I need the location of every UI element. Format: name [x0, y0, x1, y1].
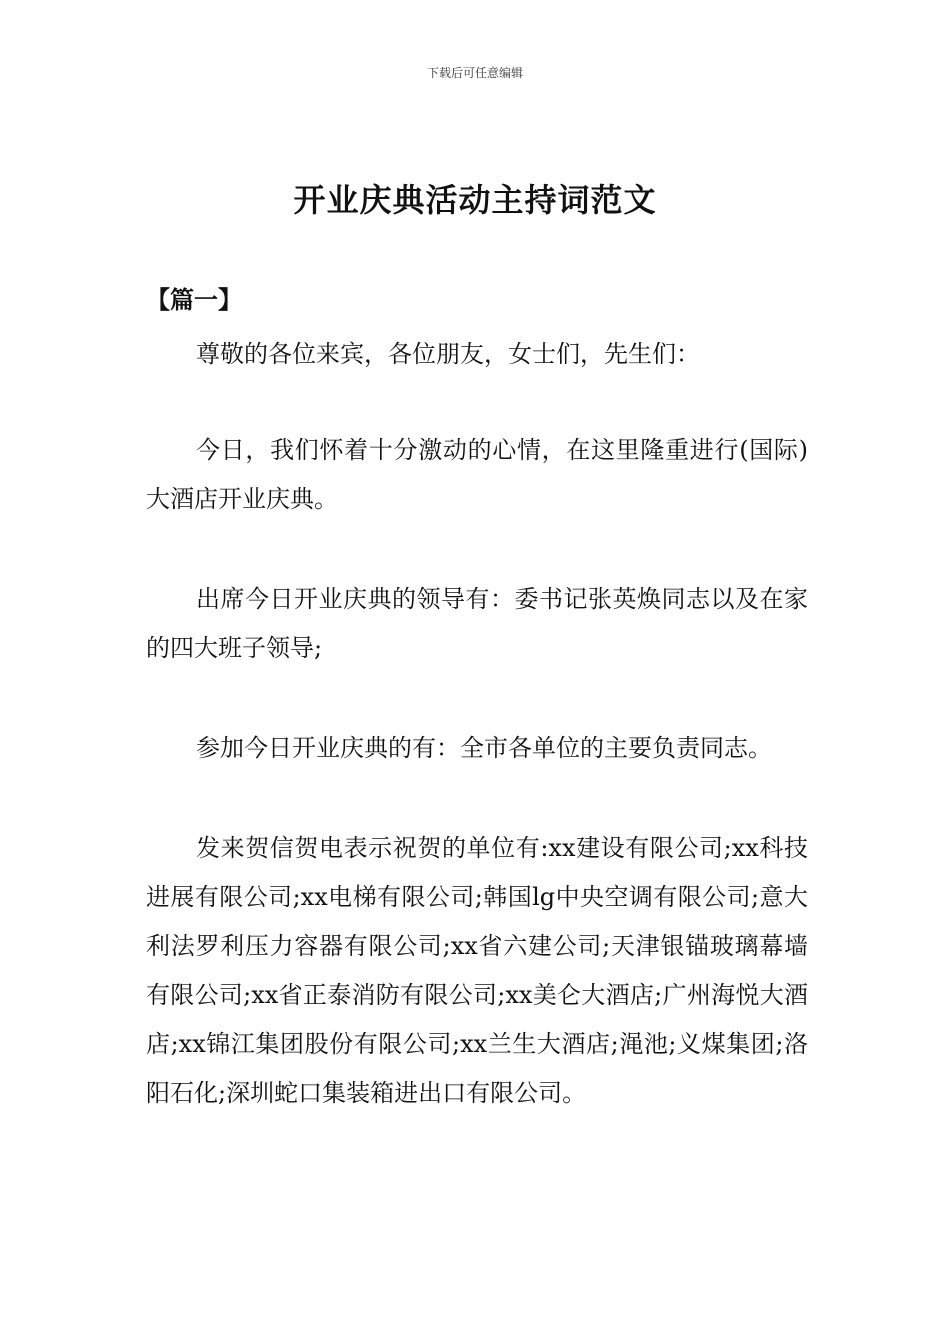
- paragraph-greeting: 尊敬的各位来宾，各位朋友，女士们，先生们：: [196, 340, 700, 368]
- paragraph-attendees: 参加今日开业庆典的有：全市各单位的主要负责同志。: [196, 734, 772, 762]
- section-label: 【篇一】: [146, 286, 242, 314]
- paragraph-leaders: 出席今日开业庆典的领导有：委书记张英焕同志以及在家的四大班子领导;: [146, 585, 808, 662]
- paragraph-opening: 今日，我们怀着十分激动的心情，在这里隆重进行(国际)大酒店开业庆典。: [146, 436, 808, 513]
- document-title: 开业庆典活动主持词范文: [293, 181, 657, 219]
- paragraph-congratulations: 发来贺信贺电表示祝贺的单位有:xx建设有限公司;xx科技进展有限公司;xx电梯有限公司;韩国lg中央空调有限公司;意大利法罗利压力容器有限公司;xx省六建公司;天津银锚玻璃幕墙有限公司;xx省正泰消防有限公司;xx美仑大酒店;广州海悦大酒店;xx锦江集团股份有限公司;xx兰生大酒店;渑池;义煤集团;洛阳石化;深圳蛇口集装箱进出口有限公司。: [146, 834, 808, 1107]
- download-note: 下载后可任意编辑: [426, 66, 523, 80]
